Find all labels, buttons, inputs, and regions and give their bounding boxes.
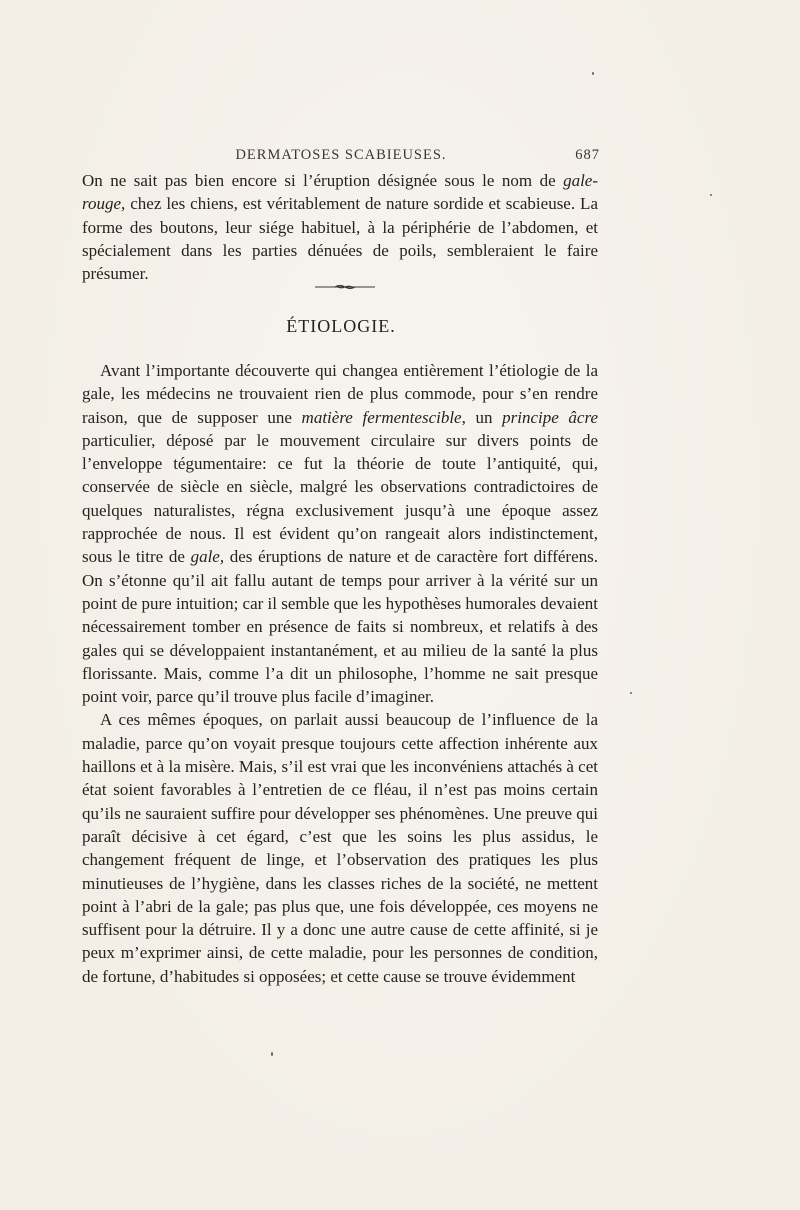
- p1-italic-gale: gale,: [190, 547, 225, 567]
- intro-text-1: On ne sait pas bien encore si l’éruption désignée sous le nom de: [82, 171, 564, 190]
- intro-paragraph: [82, 169, 598, 285]
- p1-text-3: particulier, déposé par le mouvement circulaire sur divers points de l’enveloppe tégumentaire: ce fut la théorie de toute l’antiquité, qui, conservée de siècle en siècle, malgré les observations contradictoires de quelques naturalistes, régna exclusivement jusqu’à une époque assez rapprochée de nous. Il est évident qu’on rangeait alors indistinctement, sous le titre de: [82, 430, 598, 567]
- paper-speck: [710, 194, 712, 196]
- p1-text-4: des éruptions de nature et de caractère fort différens. On s’étonne qu’il ait fallu autant de temps pour arriver à la vérité sur un point de pure intuition; car il semble que les hypothèses humorales devaient nécessairement tomber en présence de faits si nombreux, et relatifs à des gales qui se développaient instantanément, et au milieu de la santé la plus florissante. Mais, comme l’a dit un philosophe, l’homme ne sait presque point voir, parce qu’il trouve plus facile d’imaginer.: [82, 547, 599, 707]
- p1-text-1: Avant l’importante découverte qui changea entièrement l’étiologie de la gale, les médecins ne trouvaient rien de plus commode, pour s’en rendre raison, que de supposer une: [82, 361, 598, 427]
- p1-italic-matiere: matière fermentescible: [301, 407, 462, 427]
- intro-text-2: chez les chiens, est véritablement de nature sordide et scabieuse. La forme des boutons, leur siége habituel, à la périphérie de l’abdomen, et spécialement dans les parties dénuées de poils, sembleraient le faire présumer.: [82, 194, 598, 284]
- section-heading: ÉTIOLOGIE.: [286, 316, 396, 336]
- body-paragraph-2: A ces mêmes époques, on parlait aussi beaucoup de l’influence de la maladie, parce qu’on voyait presque toujours cette affection inhérente aux haillons et à la misère. Mais, s’il est vrai que les inconvéniens attachés à cet état soient favorables à l’entretien de ce fléau, il n’est pas moins certain qu’ils ne sauraient suffire pour développer ses phénomènes. Une preuve qui paraît décisive à cet égard, c’est que les soins les plus assidus, le changement fréquent de linge, et l’observation des pratiques les plus minutieuses de l’hygiène, dans les classes riches de la société, ne mettent point à l’abri de la gale; pas plus que, une fois développée, ces moyens ne suffisent pour la détruire. Il y a donc une autre cause de cette affinité, si je peux m’exprimer ainsi, de cette maladie, pour les personnes de condition, de fortune, d’habitudes si opposées; et cette cause se trouve évidemment: [82, 710, 598, 986]
- paper-speck: [592, 72, 594, 75]
- paper-speck: [630, 692, 632, 694]
- intro-italic-gale-rouge: gale-rouge,: [82, 171, 598, 214]
- p1-italic-principe: principe âcre: [502, 407, 599, 427]
- paper-speck: [271, 1052, 273, 1056]
- section-divider-ornament: [315, 283, 375, 291]
- p1-text-2: , un: [461, 407, 503, 427]
- intro-paragraph-block: [82, 169, 598, 285]
- running-header: [82, 147, 600, 167]
- page-number: 687: [575, 147, 600, 163]
- body-paragraph-1: [82, 359, 598, 708]
- section-body: [82, 359, 598, 988]
- running-title: DERMATOSES SCABIEUSES.: [235, 147, 447, 163]
